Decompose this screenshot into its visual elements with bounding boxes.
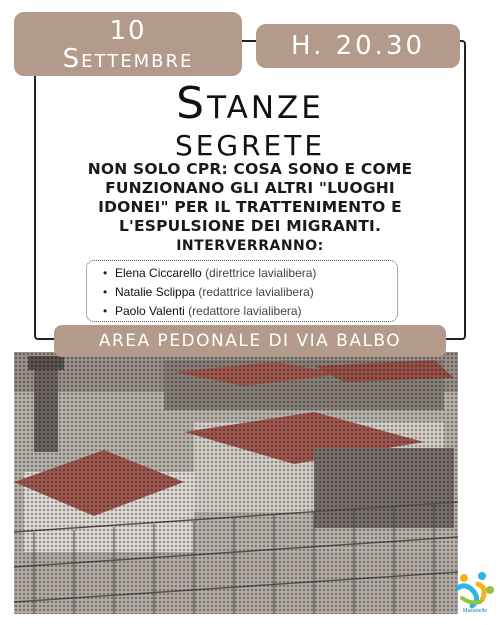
subtitle-line: L'ESPULSIONE DEI MIGRANTI. [118,217,382,235]
logo-text: Maranello [462,608,488,614]
subtitle-line: IDONEI" PER IL TRATTENIMENTO E [98,198,402,216]
title-line-2: segrete [174,119,326,165]
colorful-figures-logo-icon [452,568,498,614]
date-badge [14,12,242,76]
speaker-item [115,283,397,302]
title-line-1: Stanze [176,78,324,129]
speakers-heading: INTERVERRANNO: [176,238,324,254]
speaker-name: Natalie Sclippa [115,285,196,299]
speaker-item [115,302,397,321]
speaker-role: (redattrice lavialibera) [198,285,314,299]
event-subtitle [58,160,442,236]
date-day: 10 [109,16,147,46]
date-month: Settembre [62,44,194,74]
speaker-name: Paolo Valenti [115,304,185,318]
speaker-item [115,264,397,283]
speaker-name: Elena Ciccarello [115,266,202,280]
event-title [100,78,400,165]
location-bar: AREA PEDONALE DI VIA BALBO [54,325,446,357]
speakers-list [86,260,398,322]
detention-center-photo [14,352,458,614]
photo-illustration [14,352,458,614]
time-badge: H. 20.30 [256,24,460,68]
subtitle-line: NON SOLO CPR: COSA SONO E COME [87,160,413,178]
speaker-role: (direttrice lavialibera) [205,266,317,280]
speaker-role: (redattore lavialibera) [188,304,302,318]
subtitle-line: FUNZIONANO GLI ALTRI "LUOGHI [105,179,395,197]
